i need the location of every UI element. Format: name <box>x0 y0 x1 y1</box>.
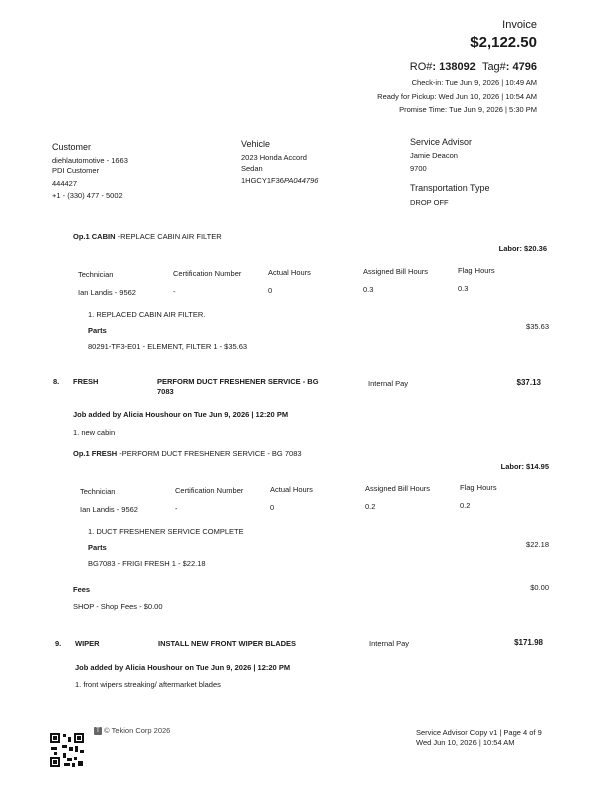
fees-amount: $0.00 <box>530 583 549 592</box>
service-advisor-heading: Service Advisor <box>410 137 473 147</box>
ro-number: : 138092 <box>432 61 476 73</box>
cabin-part-line: 80291-TF3-E01 - ELEMENT, FILTER 1 - $35.63 <box>88 342 248 351</box>
fresh-flag-hours: 0.2 <box>460 501 471 510</box>
fresh-tech-note: 1. DUCT FRESHENER SERVICE COMPLETE <box>88 527 244 536</box>
cabin-certification: - <box>173 287 176 296</box>
qr-code <box>50 733 84 767</box>
fresh-col-assigned-bill-hours: Assigned Bill Hours <box>365 484 431 493</box>
tekion-logo-icon: T <box>94 727 102 735</box>
invoice-total: $2,122.50 <box>470 34 537 51</box>
job8-title-line2: 7083 <box>157 387 174 396</box>
document-type: Invoice <box>502 19 537 31</box>
fresh-col-actual-hours: Actual Hours <box>270 485 313 494</box>
fresh-col-certification: Certification Number <box>175 486 244 495</box>
job9-amount: $171.98 <box>514 638 543 647</box>
vehicle-body: Sedan <box>241 164 263 173</box>
customer-heading: Customer <box>52 142 92 152</box>
promise-time: Promise Time: Tue Jun 9, 2026 | 5:30 PM <box>399 105 537 114</box>
vehicle-vin <box>241 176 318 185</box>
job9-pay-type: Internal Pay <box>369 639 410 648</box>
job9-code: WIPER <box>75 639 100 648</box>
job8-number: 8. <box>53 377 60 386</box>
cabin-col-certification: Certification Number <box>173 269 242 278</box>
job8-code: FRESH <box>73 377 99 386</box>
job8-concern: 1. new cabin <box>73 428 116 437</box>
cabin-col-flag-hours: Flag Hours <box>458 266 495 275</box>
cabin-technician: Ian Landis - 9562 <box>78 288 136 297</box>
job9-title: INSTALL NEW FRONT WIPER BLADES <box>158 639 297 648</box>
vehicle-heading: Vehicle <box>241 139 271 149</box>
footer-copyright-line <box>94 726 170 735</box>
fresh-col-flag-hours: Flag Hours <box>460 483 497 492</box>
fresh-parts-amount: $22.18 <box>526 540 549 549</box>
ro-tag-line <box>410 61 537 73</box>
op-fresh-code: Op.1 FRESH <box>73 449 118 458</box>
job8-pay-type: Internal Pay <box>368 379 409 388</box>
fresh-actual-hours: 0 <box>270 503 275 512</box>
customer-id: 444427 <box>52 179 78 188</box>
cabin-actual-hours: 0 <box>268 286 273 295</box>
op-fresh-labor: Labor: $14.95 <box>500 462 549 471</box>
job9-concern: 1. front wipers streaking/ aftermarket blades <box>75 680 221 689</box>
transportation-type: DROP OFF <box>410 198 449 207</box>
op-fresh-desc: -PERFORM DUCT FRESHENER SERVICE - BG 7083 <box>117 449 302 458</box>
job8-amount: $37.13 <box>516 378 541 387</box>
job8-title-line1: PERFORM DUCT FRESHENER SERVICE - BG <box>157 377 319 386</box>
footer-copyright: © Tekion Corp 2026 <box>104 726 171 735</box>
vin-suffix: PA044796 <box>283 176 319 185</box>
transportation-heading: Transportation Type <box>410 183 490 193</box>
fresh-part-line: BG7083 - FRIGI FRESH 1 - $22.18 <box>88 559 206 568</box>
cabin-flag-hours: 0.3 <box>458 284 469 293</box>
cabin-parts-amount: $35.63 <box>526 322 549 331</box>
fresh-parts-heading: Parts <box>88 543 107 552</box>
customer-phone: +1 - (330) 477 - 5002 <box>52 191 123 200</box>
op-cabin-labor: Labor: $20.36 <box>498 244 547 253</box>
fee-line: SHOP - Shop Fees - $0.00 <box>73 602 163 611</box>
fresh-assigned-bill-hours: 0.2 <box>365 502 376 511</box>
ro-label: RO# <box>409 61 433 73</box>
footer-copy-info: Service Advisor Copy v1 | Page 4 of 9 <box>416 728 542 737</box>
footer-printed: Wed Jun 10, 2026 | 10:54 AM <box>416 738 515 747</box>
op-fresh-line <box>73 449 302 458</box>
tag-label: Tag# <box>481 61 506 73</box>
service-advisor-name: Jamie Deacon <box>410 151 458 160</box>
service-advisor-id: 9700 <box>410 164 427 173</box>
fresh-technician: Ian Landis - 9562 <box>80 505 138 514</box>
job9-number: 9. <box>55 639 62 648</box>
ready-for-pickup-time: Ready for Pickup: Wed Jun 10, 2026 | 10:54 AM <box>377 92 537 101</box>
job8-added-by: Job added by Alicia Houshour on Tue Jun 9, 2026 | 12:20 PM <box>73 410 289 419</box>
cabin-col-technician: Technician <box>78 270 114 279</box>
cabin-parts-heading: Parts <box>88 326 107 335</box>
tag-number: : 4796 <box>505 61 537 73</box>
cabin-col-assigned-bill-hours: Assigned Bill Hours <box>363 267 429 276</box>
op-cabin-line <box>73 232 222 241</box>
cabin-assigned-bill-hours: 0.3 <box>363 285 374 294</box>
op-cabin-desc: -REPLACE CABIN AIR FILTER <box>115 232 222 241</box>
job9-added-by: Job added by Alicia Houshour on Tue Jun 9, 2026 | 12:20 PM <box>75 663 291 672</box>
cabin-tech-note: 1. REPLACED CABIN AIR FILTER. <box>88 310 206 319</box>
fresh-certification: - <box>175 504 178 513</box>
customer-type: PDI Customer <box>52 166 100 175</box>
vehicle-model: 2023 Honda Accord <box>241 153 307 162</box>
fresh-col-technician: Technician <box>80 487 116 496</box>
customer-name: diehlautomotive - 1663 <box>52 156 128 165</box>
op-cabin-code: Op.1 CABIN <box>73 232 116 241</box>
cabin-col-actual-hours: Actual Hours <box>268 268 311 277</box>
vin-prefix: 1HGCY1F36 <box>241 176 284 185</box>
fees-heading: Fees <box>73 585 91 594</box>
checkin-time: Check-in: Tue Jun 9, 2026 | 10:49 AM <box>411 78 537 87</box>
